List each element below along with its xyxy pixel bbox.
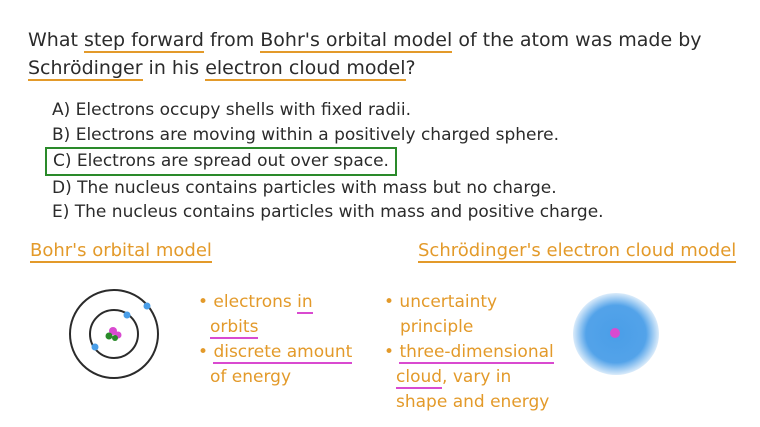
bohr-atom-diagram — [62, 283, 172, 388]
bohr-note: of energy — [210, 367, 292, 387]
cloud-note: shape and energy — [396, 392, 550, 412]
question-part: What — [28, 29, 84, 51]
cloud-notes — [384, 290, 554, 415]
schrodinger-underlined: Schrödinger — [28, 57, 143, 79]
option-a[interactable]: A) Electrons occupy shells with fixed radii. — [52, 100, 411, 120]
electron — [124, 312, 131, 319]
cloud-note: , vary in — [442, 367, 512, 387]
electron — [92, 344, 99, 351]
cloud-note: • uncertainty — [384, 292, 498, 312]
option-b[interactable]: B) Electrons are moving within a positively charged sphere. — [52, 124, 559, 145]
option-c-correct[interactable]: C) Electrons are spread out over space. — [45, 147, 397, 176]
cloud-note-cloud: cloud — [396, 367, 443, 387]
question-part: from — [203, 29, 261, 51]
option-e[interactable]: E) The nucleus contains particles with mass and positive charge. — [52, 202, 604, 223]
bohr-note: • electrons — [198, 292, 298, 312]
bohr-note: • — [198, 342, 214, 362]
cloud-note-3d: three-dimensional — [399, 342, 554, 362]
electron — [144, 303, 151, 310]
bohr-note-in: in — [297, 292, 313, 312]
bohr-section-title: Bohr's orbital model — [30, 240, 212, 261]
electron-cloud-diagram — [570, 288, 662, 380]
answer-options — [52, 98, 604, 225]
question-part: in his — [142, 57, 206, 79]
question-part: of the atom was made by — [452, 29, 702, 51]
question-text — [28, 26, 733, 82]
bohr-note-orbits: orbits — [210, 317, 259, 337]
step-forward-underlined: step forward — [83, 29, 204, 51]
cloud-nucleus — [610, 328, 620, 338]
bohr-note-discrete: discrete amount — [213, 342, 353, 362]
bohr-model-underlined: Bohr's orbital model — [260, 29, 453, 51]
bohr-notes — [198, 290, 352, 390]
option-d[interactable]: D) The nucleus contains particles with mass but no charge. — [52, 177, 557, 198]
nucleus-neutron — [112, 335, 118, 341]
cloud-note: • — [384, 342, 400, 362]
cloud-model-underlined: electron cloud model — [205, 57, 406, 79]
question-part: ? — [405, 57, 416, 79]
nucleus-neutron — [106, 333, 113, 340]
cloud-section-title: Schrödinger's electron cloud model — [418, 240, 737, 261]
cloud-note: principle — [400, 317, 474, 337]
